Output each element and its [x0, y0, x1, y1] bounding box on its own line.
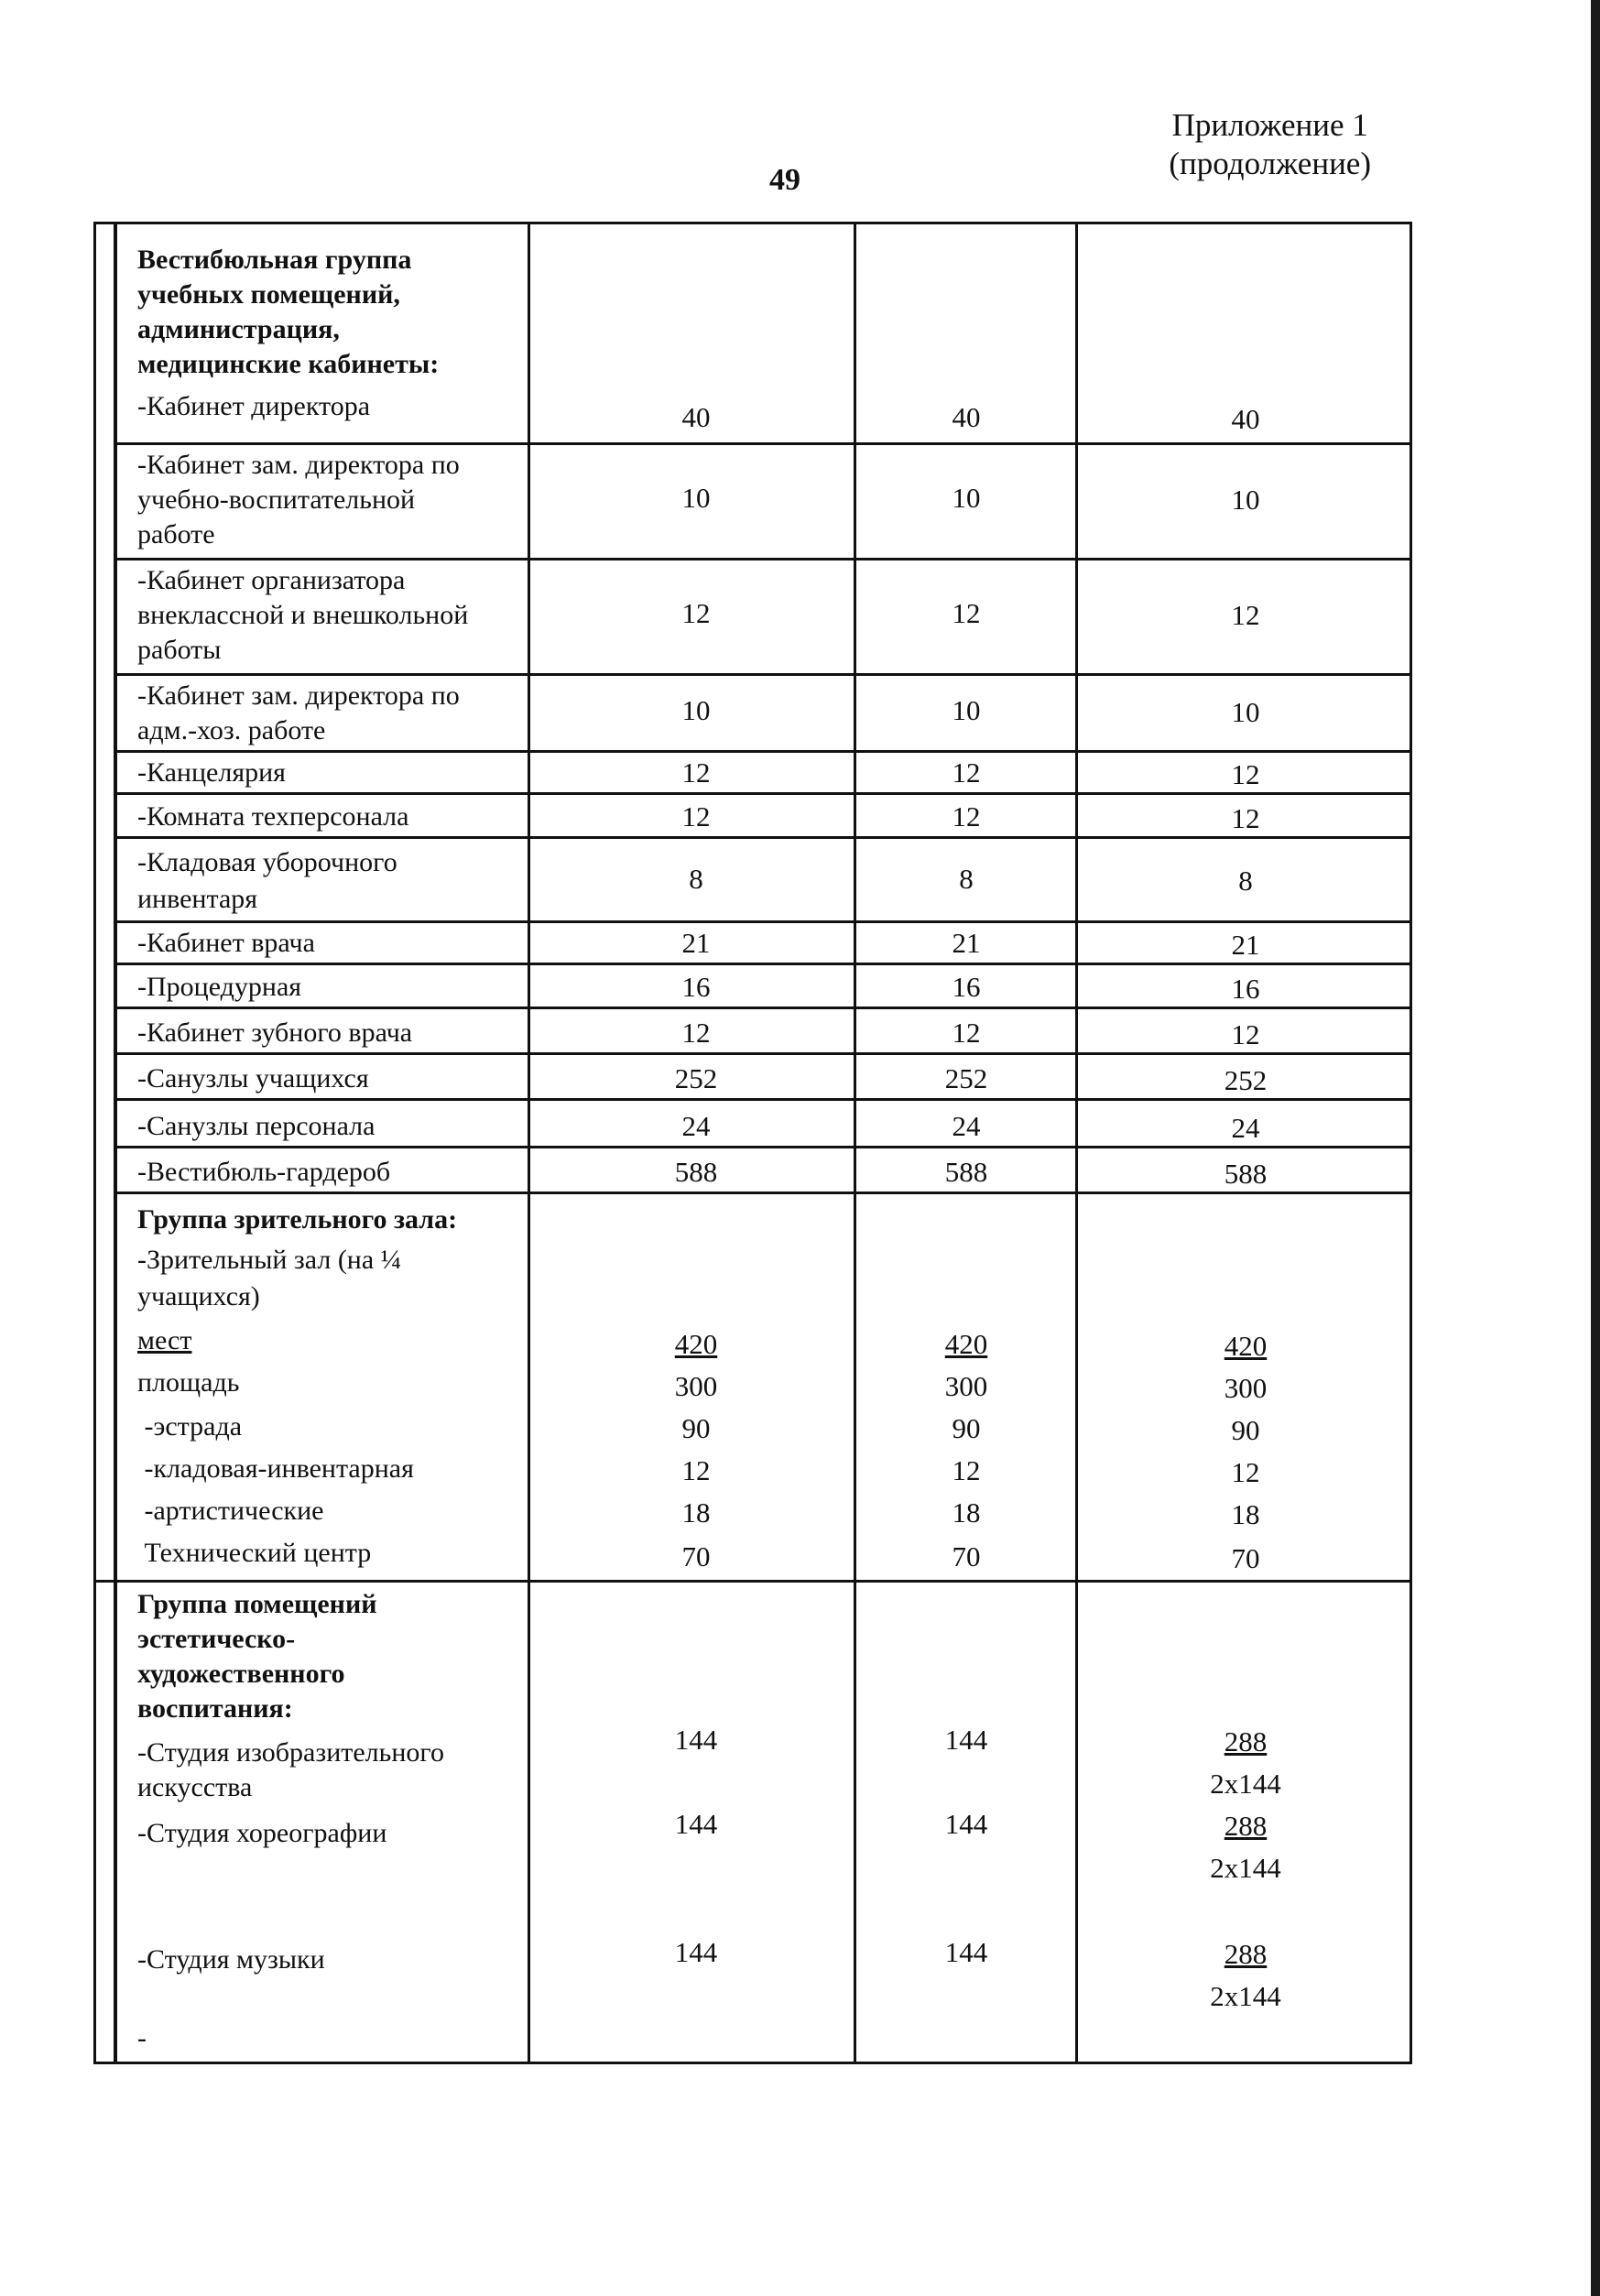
value-col3-note: 2x144 [1210, 1768, 1281, 1800]
row-label: Технический центр [137, 1538, 372, 1568]
scan-edge [1591, 0, 1600, 2296]
row-label: искусства [137, 1772, 253, 1802]
row-divider [114, 1098, 1410, 1101]
row-divider [114, 836, 1410, 839]
row-label: работе [137, 519, 215, 550]
row-label: -кладовая-инвентарная [137, 1453, 414, 1484]
row-label: -Кладовая уборочного [137, 847, 397, 877]
value-col2: 12 [952, 800, 981, 832]
value-col2: 588 [944, 1156, 988, 1188]
value-col2: 144 [944, 1724, 988, 1756]
value-col3: 288 [1224, 1810, 1268, 1842]
row-divider [114, 1052, 1410, 1055]
value-col2: 90 [952, 1412, 981, 1444]
vestibule-header-line: Вестибюльная группа [137, 245, 412, 275]
value-col2: 10 [952, 694, 981, 726]
row-label: -эстрада [137, 1411, 243, 1442]
value-col3: 588 [1224, 1158, 1268, 1190]
row-label: -Процедурная [137, 972, 302, 1002]
value-col3-note: 2x144 [1210, 1852, 1281, 1884]
row-divider [114, 558, 1410, 560]
value-col2: 252 [944, 1062, 988, 1094]
value-col3: 12 [1231, 1018, 1260, 1050]
value-col3: 12 [1231, 802, 1260, 834]
value-col3: 40 [1231, 403, 1260, 435]
value-col3: 10 [1231, 484, 1260, 516]
row-label: -Санузлы персонала [137, 1111, 376, 1141]
appendix-line2: (продолжение) [1169, 146, 1371, 181]
value-col1: 10 [681, 694, 711, 726]
vestibule-header-line: администрация, [137, 314, 340, 344]
row-label: мест [137, 1325, 192, 1355]
value-col1: 21 [681, 927, 711, 959]
value-col1: 12 [681, 800, 711, 832]
value-col3: 420 [1224, 1330, 1268, 1362]
trailing-dash: - [137, 2023, 147, 2053]
value-col2: 70 [952, 1540, 981, 1572]
row-label: учебно-воспитательной [137, 484, 416, 515]
value-col2: 12 [952, 597, 981, 629]
row-label: -Кабинет организатора [137, 565, 406, 595]
row-divider [93, 1580, 1410, 1583]
row-label: -Санузлы учащихся [137, 1063, 369, 1094]
column-divider [528, 224, 530, 2062]
value-col1: 90 [681, 1412, 711, 1444]
row-label: -Комната техперсонала [137, 801, 409, 832]
appendix-line1: Приложение 1 [1171, 107, 1368, 143]
row-label: инвентаря [137, 884, 258, 914]
row-label: -Студия изобразительного [137, 1737, 444, 1768]
value-col2: 12 [952, 756, 981, 789]
value-col2: 16 [952, 971, 981, 1003]
value-col1: 70 [681, 1540, 711, 1572]
aesthetic-header-line: Группа помещений [137, 1589, 377, 1619]
page-number: 49 [769, 163, 800, 197]
value-col3: 21 [1231, 929, 1260, 961]
value-col1: 144 [674, 1808, 718, 1840]
value-col1: 144 [674, 1936, 718, 1968]
value-col3: 288 [1224, 1725, 1268, 1757]
aesthetic-header-line: воспитания: [137, 1693, 293, 1724]
value-col2: 21 [952, 927, 981, 959]
row-divider [114, 920, 1410, 923]
value-col2: 144 [944, 1936, 988, 1968]
aesthetic-header-line: эстетическо- [137, 1624, 296, 1654]
value-col3: 288 [1224, 1938, 1268, 1970]
value-col1: 16 [681, 971, 711, 1003]
row-label: работы [137, 635, 222, 665]
value-col3: 18 [1231, 1498, 1260, 1530]
value-col1: 12 [681, 1017, 711, 1049]
row-label: -Кабинет зубного врача [137, 1017, 413, 1048]
value-col1: 300 [674, 1370, 718, 1402]
row-label: -Кабинет зам. директора по [137, 680, 460, 711]
row-label: -Канцелярия [137, 757, 286, 788]
row-label: -артистические [137, 1496, 324, 1526]
value-col2: 420 [944, 1328, 988, 1360]
value-col3: 16 [1231, 973, 1260, 1005]
value-col3: 12 [1231, 758, 1260, 790]
row-label: внеклассной и внешкольной [137, 600, 469, 630]
value-col3: 12 [1231, 599, 1260, 631]
value-col2: 10 [952, 482, 981, 514]
value-col3: 24 [1231, 1112, 1260, 1144]
row-label: площадь [137, 1367, 240, 1398]
auditorium-intro: -Зрительный зал (на ¼ [137, 1245, 402, 1275]
row-divider [114, 1007, 1410, 1009]
aesthetic-header-line: художественного [137, 1659, 345, 1689]
value-col1: 18 [681, 1496, 711, 1529]
row-label: -Кабинет зам. директора по [137, 450, 460, 480]
row-label: -Вестибюль-гардероб [137, 1157, 391, 1187]
row-divider [114, 750, 1410, 753]
row-divider [114, 963, 1410, 965]
column-divider [1075, 224, 1078, 2062]
auditorium-intro: учащихся) [137, 1281, 260, 1311]
value-col1: 10 [681, 482, 711, 514]
value-col2: 40 [952, 401, 981, 433]
value-col2: 12 [952, 1017, 981, 1049]
value-col1: 588 [674, 1156, 718, 1188]
value-col3-note: 2x144 [1210, 1980, 1281, 2012]
row-divider [114, 1146, 1410, 1148]
column-divider [854, 224, 856, 2062]
value-col3: 90 [1231, 1414, 1260, 1446]
value-col3: 70 [1231, 1542, 1260, 1574]
value-col2: 300 [944, 1370, 988, 1402]
value-col2: 144 [944, 1808, 988, 1840]
value-col1: 12 [681, 1454, 711, 1486]
row-divider [114, 1192, 1410, 1194]
value-col1: 12 [681, 756, 711, 789]
value-col3: 8 [1238, 865, 1253, 897]
appendix-label [1169, 106, 1371, 183]
value-col1: 12 [681, 597, 711, 629]
value-col3: 12 [1231, 1456, 1260, 1488]
value-col2: 12 [952, 1454, 981, 1486]
value-col1: 420 [674, 1328, 718, 1360]
row-label: -Кабинет директора [137, 391, 371, 421]
auditorium-header: Группа зрительного зала: [137, 1204, 458, 1235]
value-col1: 8 [689, 863, 703, 895]
row-label: -Студия хореографии [137, 1818, 387, 1848]
value-col2: 18 [952, 1496, 981, 1529]
value-col1: 144 [674, 1724, 718, 1756]
row-label: -Кабинет врача [137, 928, 315, 958]
value-col3: 10 [1231, 696, 1260, 728]
value-col3: 300 [1224, 1372, 1268, 1404]
value-col1: 40 [681, 401, 711, 433]
value-col1: 24 [681, 1110, 711, 1142]
row-label: адм.-хоз. работе [137, 715, 326, 745]
row-divider [114, 673, 1410, 676]
row-label: -Студия музыки [137, 1944, 325, 1975]
vestibule-header-line: учебных помещений, [137, 279, 400, 310]
value-col2: 24 [952, 1110, 981, 1142]
vestibule-header-line: медицинские кабинеты: [137, 349, 440, 379]
row-divider [114, 792, 1410, 795]
value-col2: 8 [959, 863, 974, 895]
value-col1: 252 [674, 1062, 718, 1094]
row-divider [114, 442, 1410, 445]
value-col3: 252 [1224, 1064, 1268, 1096]
